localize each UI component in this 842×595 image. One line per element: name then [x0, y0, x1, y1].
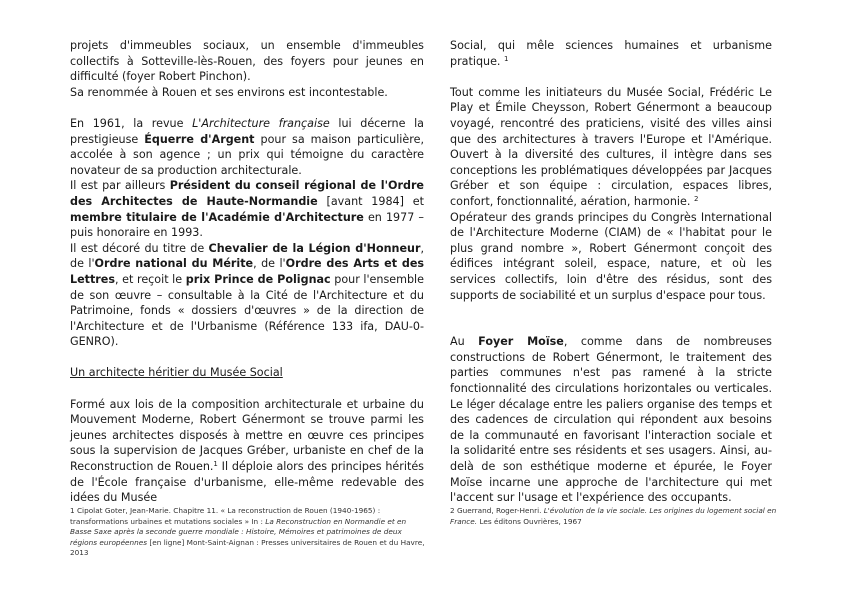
text-span: , et reçoit le — [115, 272, 186, 286]
right-column — [450, 38, 772, 506]
text-span: Il est par ailleurs — [70, 179, 170, 193]
paragraph-ordre-architectes — [70, 178, 424, 240]
text-span: , de l' — [70, 241, 424, 271]
text-span: pour l'ensemble de son œuvre – consultable à la Cité de l'Architecture et du Patrimoine, fonds « dossiers d'œuvres » de la direction de l'Architecture et de l'Urbanisme (Référence 133 ifa, DAU-0-GENRO). — [70, 272, 424, 349]
paragraph-musee-social-right — [450, 38, 772, 69]
text-span: Au — [450, 335, 479, 349]
text-span: Les éditons Ouvrières, 1967 — [477, 516, 582, 526]
spacer — [70, 381, 424, 397]
text-span: , de l' — [253, 257, 286, 271]
spacer — [70, 350, 424, 366]
text-span: lui décerne la prestigieuse — [70, 116, 424, 146]
text-span: Tout comme les initiateurs du Musée Social, Frédéric Le Play et Émile Cheysson, Robert Génermont a beaucoup voyagé, rencontré des praticiens, visité des villes ainsi que des architectures à travers l'Europe et l'Amérique. Ouvert à la diversité des cultures, il intègre dans ses conceptions les problématiques développées par Jacques Gréber et son équipe : circulation, espaces libres, confort, fonctionnalité, aération, harmonie. — [450, 85, 772, 208]
footnote-marker: 1 — [213, 460, 218, 469]
italic-title: La Reconstruction en Normandie et en Basse Saxe après la seconde guerre mondiale : Histoire, Mémoires et patrimoines de deux régions européennes — [70, 516, 407, 547]
left-column — [70, 38, 424, 506]
text-span: Il déploie alors des principes hérités de l'École française d'urbanisme, elle-même redevable des idées du Musée — [70, 460, 424, 505]
text-span: pour sa maison particulière, accolée à son agence ; un prix qui témoigne du caractère novateur de sa production architecturale. — [70, 132, 424, 177]
bold-honour: Ordre national du Mérite — [94, 257, 254, 271]
footnote-1 — [70, 506, 430, 559]
footnote-marker: 1 — [504, 54, 509, 63]
spacer — [70, 100, 424, 116]
footnote-2 — [450, 506, 785, 527]
text-span: projets d'immeubles sociaux, un ensemble d'immeubles collectifs à Sotteville-lès-Rouen, des foyers pour jeunes en difficulté (foyer Robert Pinchon). — [70, 39, 424, 84]
paragraph-equerre-argent — [70, 116, 424, 178]
text-span: Il est décoré du titre de — [70, 241, 209, 255]
text-span: 2 Guerrand, Roger-Henri. — [450, 506, 544, 515]
bold-honour: Chevalier de la Légion d'Honneur — [208, 241, 421, 255]
bold-honour: prix Prince de Polignac — [185, 272, 331, 286]
text-span: , comme dans de nombreuses constructions de Robert Génermont, le traitement des parties communes n'est pas ramené à la stricte fonctionnalité des circulations horizontales ou verticales. Le léger décalage entre les paliers organise des temps et des cadences de circulation qui répondent aux besoins de la communauté en favorisant l'interaction sociale et la solidarité entre ses résidents et ses usagers. Ainsi, au-delà de son esthétique moderne et épurée, le Foyer Moïse incarne une approche de l'architecture qui met l'accent sur l'usage et l'expérience des occupants. — [450, 335, 772, 505]
text-span: [avant 1984] et — [317, 194, 424, 208]
paragraph-initiators — [450, 85, 772, 210]
text-span: Social, qui mêle sciences humaines et urbanisme pratique. — [450, 39, 772, 68]
text-span: Sa renommée à Rouen et ses environs est incontestable. — [70, 85, 388, 99]
paragraph-ciam: Opérateur des grands principes du Congrès International de l'Architecture Moderne (CIAM) de « l'habitat pour le plus grand nombre », Robert Génermont conçoit des édifices intégrant soleil, espace, nature, et où les services collectifs, loin d'être des résidus, sont des supports de sociabilité et un surplus d'espace pour tous. — [450, 210, 772, 302]
footnote-marker: 2 — [693, 194, 699, 203]
bold-title: membre titulaire de l'Académie d'Architecture — [70, 210, 364, 224]
paragraph-intro-projects — [70, 38, 424, 85]
text-span: [en ligne] Mont-Saint-Aignan : Presses universitaires de Rouen et du Havre, 2013 — [70, 537, 425, 558]
paragraph-honours — [70, 241, 424, 350]
italic-title: L'évolution de la vie sociale. Les origines du logement social en France. — [450, 506, 777, 526]
text-span: Formé aux lois de la composition architecturale et urbaine du Mouvement Moderne, Robert Génermont se trouve parmi les jeunes architectes disposés à mettre en œuvre ces principes sous la supervision de Jacques Gréber, urbaniste en chef de la Reconstruction de Rouen. — [70, 397, 424, 474]
bold-award: Équerre d'Argent — [144, 132, 255, 146]
bold-title: Président du conseil régional de l'Ordre des Architectes de Haute-Normandie — [70, 179, 424, 208]
bold-building-name: Foyer Moïse — [478, 335, 564, 349]
italic-title: L'Architecture française — [192, 116, 330, 130]
section-heading: Un architecte héritier du Musée Social — [70, 366, 283, 380]
paragraph-foyer-moise — [450, 334, 772, 506]
bold-honour: Ordre des Arts et des Lettres — [70, 257, 424, 286]
spacer — [450, 319, 772, 335]
paragraph-musee-social-left — [70, 397, 424, 506]
paragraph-renown — [70, 85, 424, 101]
spacer — [450, 69, 772, 85]
text-span: 1 Cipolat Goter, Jean-Marie. Chapitre 11. « La reconstruction de Rouen (1940-1965) : transformations urbaines et mutations sociales » In : — [70, 506, 381, 526]
text-span: En 1961, la revue — [70, 116, 193, 130]
text-span: en 1977 – puis honoraire en 1993. — [70, 210, 424, 240]
spacer — [450, 303, 772, 319]
